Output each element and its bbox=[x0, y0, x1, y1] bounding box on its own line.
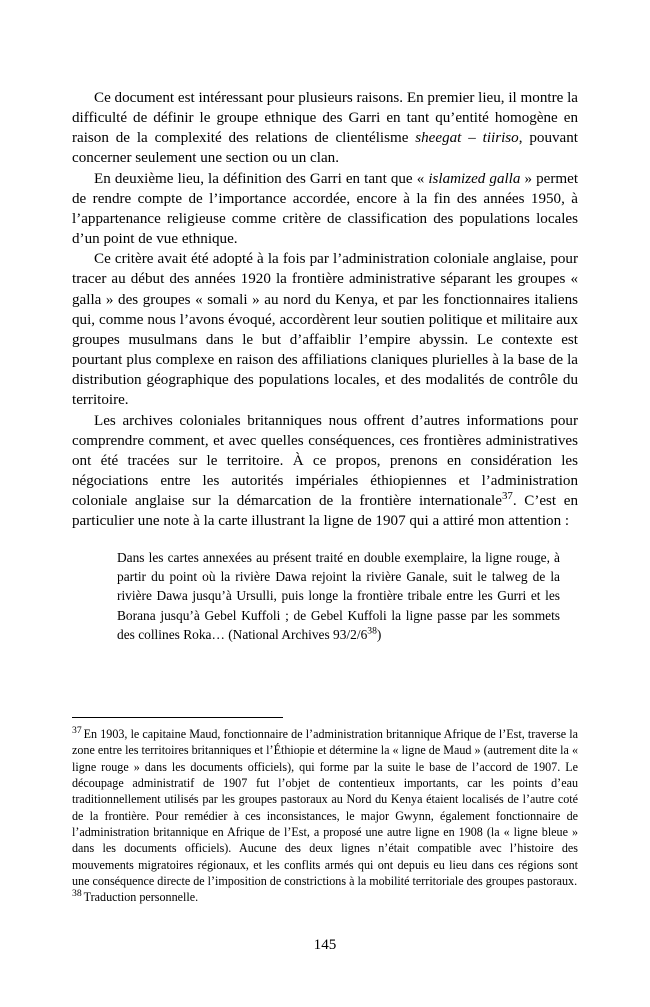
italic-run: sheegat – tiiriso bbox=[415, 130, 519, 147]
paragraph-1 bbox=[72, 88, 578, 169]
text-run: Ce document est intéressant pour plusieurs raisons. En premier lieu, il montre la difficulté de définir le groupe ethnique des Garri en tant qu’entité homogène en raison de la complexité des relations de clientélisme bbox=[72, 90, 578, 147]
quotation-text bbox=[117, 548, 560, 644]
text-run: En deuxième lieu, la définition des Garri en tant que « bbox=[94, 170, 429, 187]
footnote-marker: 37 bbox=[72, 724, 82, 736]
footnote-reference: 37 bbox=[501, 490, 513, 503]
text-run: Ce critère avait été adopté à la fois par l’administration coloniale anglaise, pour tracer au début des années 1920 la frontière administrative séparant les groupes « galla » des groupes « somali » au nord du Kenya, et par les fonctionnaires italiens qui, comme nous l’avons évoqué, accordèrent leur soutien politique et militaire aux groupes musulmans dans le but d’affaiblir l’empire abyssin. Le contexte est pourtant plus complexe en raison des affiliations claniques plurielles à la base de la distribution géographique des populations locales, et des modalités de contrôle du territoire. bbox=[72, 251, 578, 409]
text-run: » permet de rendre compte de l’importance accordée, encore à la fin des années 1950, à l’appartenance religieuse comme critère de classification des populations locales d’un point de vue ethnique. bbox=[72, 170, 579, 248]
text-run: Les archives coloniales britanniques nous offrent d’autres informations pour comprendre comment, et avec quelles conséquences, ces frontières administratives ont été tracées sur le territoire. À ce propos, prenons en considération les négociations entre les autorités impériales éthiopiennes et l’administration coloniale anglaise sur la démarcation de la frontière internationale bbox=[72, 412, 578, 510]
main-text-block bbox=[72, 88, 578, 531]
text-run: ) bbox=[376, 626, 382, 642]
footnote-marker: 38 bbox=[72, 888, 82, 900]
footnote-separator-rule bbox=[72, 717, 283, 718]
text-run: , pouvant concerner seulement une section ou un clan. bbox=[72, 130, 578, 167]
text-run: En 1903, le capitaine Maud, fonctionnaire de l’administration britannique Afrique de l’Est, traverse la zone entre les territoires britanniques et l’Éthiopie et détermine la « ligne de Maud » (autrement dite la « ligne rouge » dans les documents officiels), qui forme par la suite le base de l’accord de 1907. Le découpage administratif de 1907 fut l’objet de contentieux importants, car les points d’eau traditionnellement utilisés par les groupes pastoraux au Nord du Kenya étaient localisés de l’autre coté de la frontière. Pour remédier à ces inconsistances, le major Gwynn, également fonctionnaire de l’administration britannique en Afrique de l’Est, a proposé une autre ligne en 1908 (la « ligne bleue » dans les documents officiels). Aucune des deux lignes n’était compatible avec l’histoire des mouvements migratoires régionaux, et les conflits armés qui ont depuis eu lieu dans ces régions sont une conséquence directe de l’imposition de constrictions à la mobilité territoriale des groupes pastoraux. bbox=[72, 727, 578, 889]
text-run: Dans les cartes annexées au présent traité en double exemplaire, la ligne rouge, à partir du point où la rivière Dawa rejoint la rivière Ganale, suit le talweg de la rivière Dawa jusqu’à Ursulli, puis longe la frontière tribale entre les Gurri et les Borana jusqu’à Gebel Kuffoli ; de Gebel Kuffoli la ligne passe par les sommets des collines Roka… (National Archives 93/2/6 bbox=[117, 550, 560, 642]
italic-run: islamized galla bbox=[428, 170, 521, 187]
block-quotation bbox=[117, 548, 560, 644]
text-run: Traduction personnelle. bbox=[83, 890, 199, 905]
footnote-37 bbox=[72, 726, 578, 889]
paragraph-2 bbox=[72, 169, 578, 250]
paragraph-4 bbox=[72, 411, 578, 532]
footnote-area bbox=[72, 726, 578, 906]
page-number: 145 bbox=[313, 937, 337, 953]
footnote-body bbox=[72, 724, 578, 889]
footnote-38 bbox=[72, 889, 578, 905]
text-run: . C’est en particulier une note à la carte illustrant la ligne de 1907 qui a attiré mon attention : bbox=[72, 493, 579, 530]
paragraph-3 bbox=[72, 249, 578, 410]
footnote-body bbox=[84, 890, 198, 904]
footnote-reference: 38 bbox=[367, 625, 377, 637]
